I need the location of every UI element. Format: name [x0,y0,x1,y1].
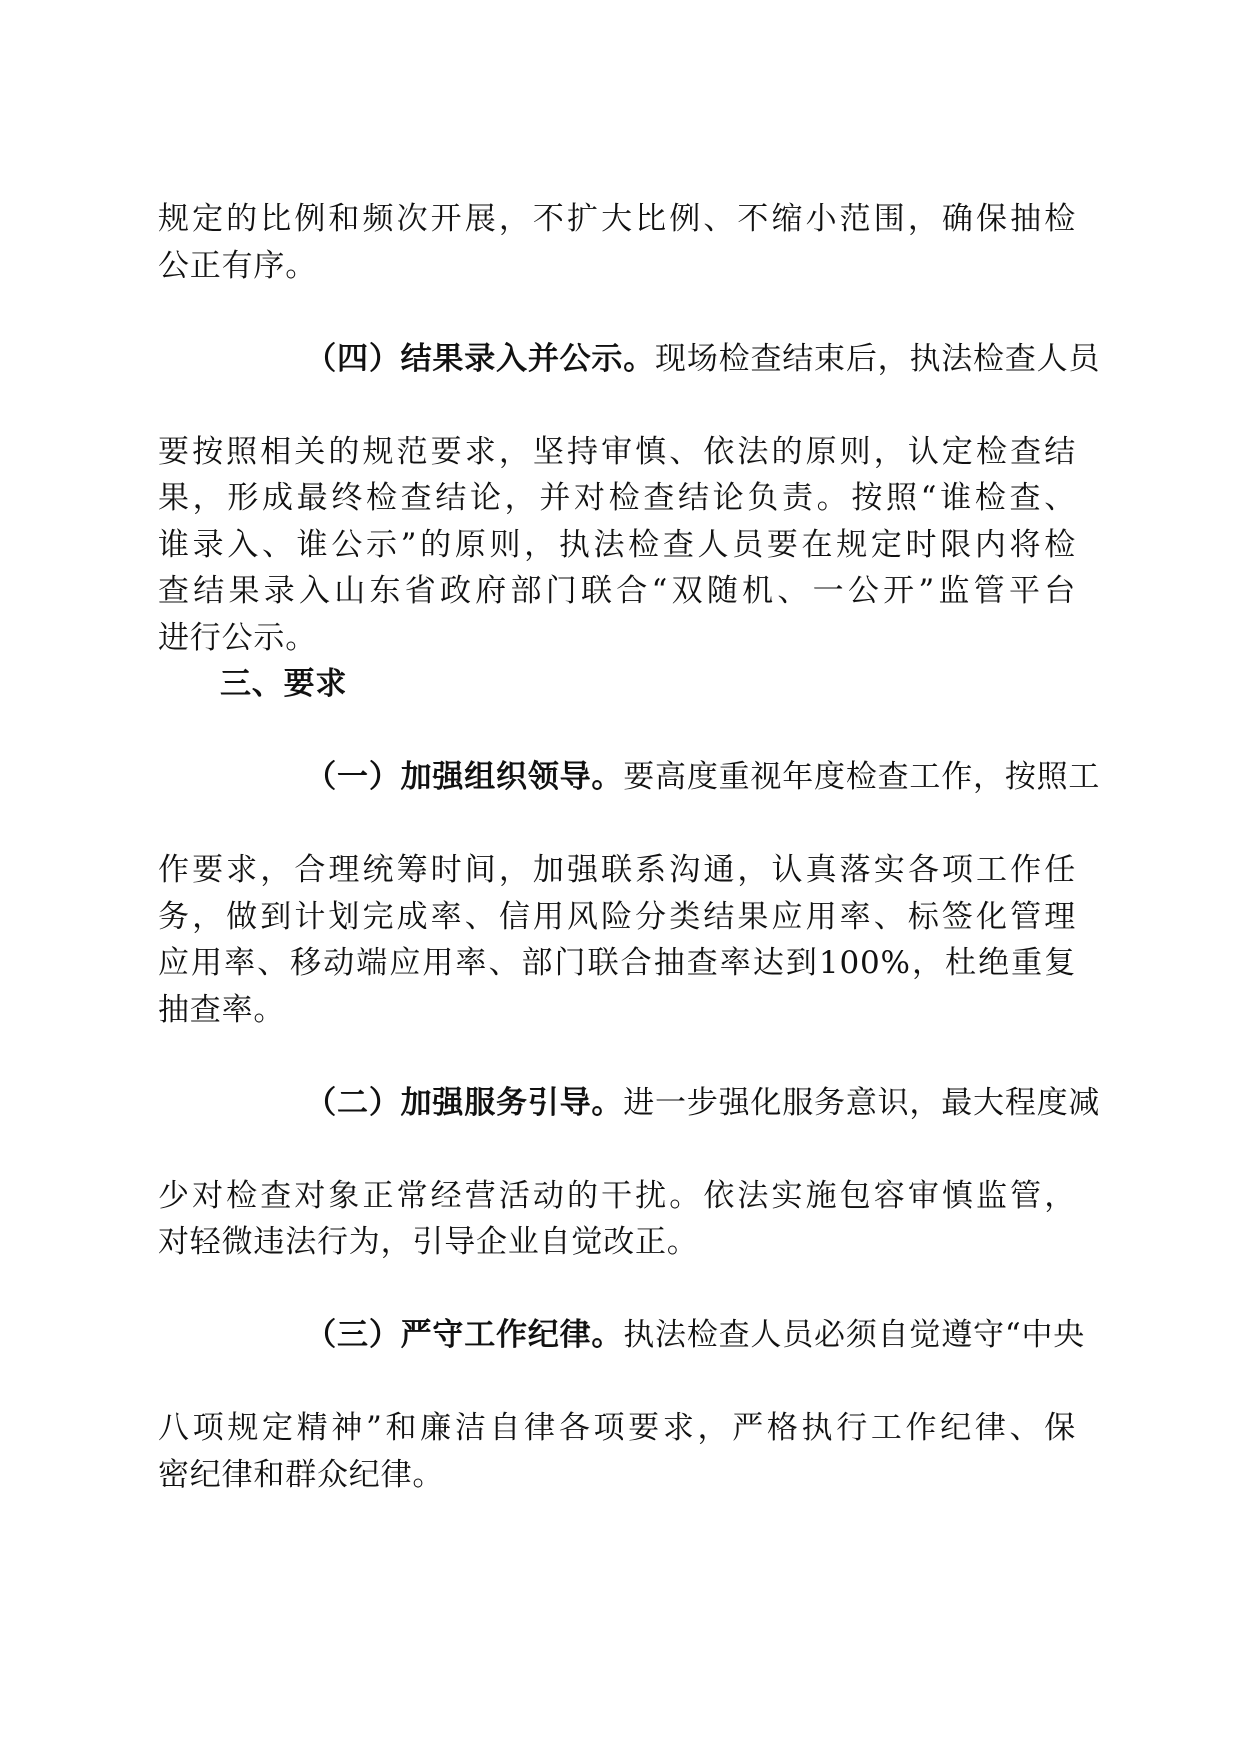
text-line: 规定的比例和频次开展，不扩大比例、不缩小范围，确保抽检 [158,201,1076,237]
text-line: 谁录入、谁公示”的原则，执法检查人员要在规定时限内将检 [158,526,1076,563]
text-line: 查结果录入山东省政府部门联合“双随机、一公开”监管平台 [158,573,1076,609]
paragraph-service-guidance [158,1033,1101,1266]
text-line: 应用率、移动端应用率、部门联合抽查率达到100%，杜绝重复 [158,945,1076,981]
paragraph-heading-rest: 执法检查人员必须自觉遵守“中央 [623,1317,1086,1353]
text-line: 对轻微违法行为，引导企业自觉改正。 [158,1224,699,1260]
section-heading-requirements [158,661,1076,708]
text-line-with-heading [158,1033,1101,1173]
paragraph-work-discipline [158,1266,1086,1499]
text-line: 公正有序。 [158,247,317,284]
paragraph-heading: （一）加强组织领导。 [305,759,624,795]
paragraph-continuation [158,196,1076,289]
paragraph-heading-rest: 要高度重视年度检查工作，按照工 [623,759,1101,795]
text-line: 果，形成最终检查结论，并对检查结论负责。按照“谁检查、 [158,480,1076,516]
text-line: 进行公示。 [158,619,317,656]
section-heading: 三、要求 [220,666,348,702]
paragraph-heading: （四）结果录入并公示。 [305,340,656,377]
text-line: 抽查率。 [158,991,286,1028]
text-line: 少对检查对象正常经营活动的干扰。依法实施包容审慎监管， [158,1177,1076,1214]
text-line: 要按照相关的规范要求，坚持审慎、依法的原则，认定检查结 [158,433,1076,470]
text-line: 务，做到计划完成率、信用风险分类结果应用率、标签化管理 [158,898,1076,935]
text-line: 密纪律和群众纪律。 [158,1456,445,1493]
paragraph-heading-rest: 现场检查结束后，执法检查人员 [655,340,1101,377]
paragraph-heading: （三）严守工作纪律。 [305,1317,624,1353]
paragraph-heading: （二）加强服务引导。 [305,1084,624,1121]
text-line: 八项规定精神”和廉洁自律各项要求，严格执行工作纪律、保 [158,1410,1076,1446]
paragraph-heading-rest: 进一步强化服务意识，最大程度减 [623,1084,1101,1121]
text-line-with-heading [158,1266,1086,1406]
text-line: 作要求，合理统筹时间，加强联系沟通，认真落实各项工作任 [158,852,1076,888]
paragraph-results-publicity [158,289,1101,661]
paragraph-organization [158,708,1101,1034]
text-line-with-heading [158,289,1101,429]
document-body [158,196,1101,1498]
text-line-with-heading [158,708,1101,848]
